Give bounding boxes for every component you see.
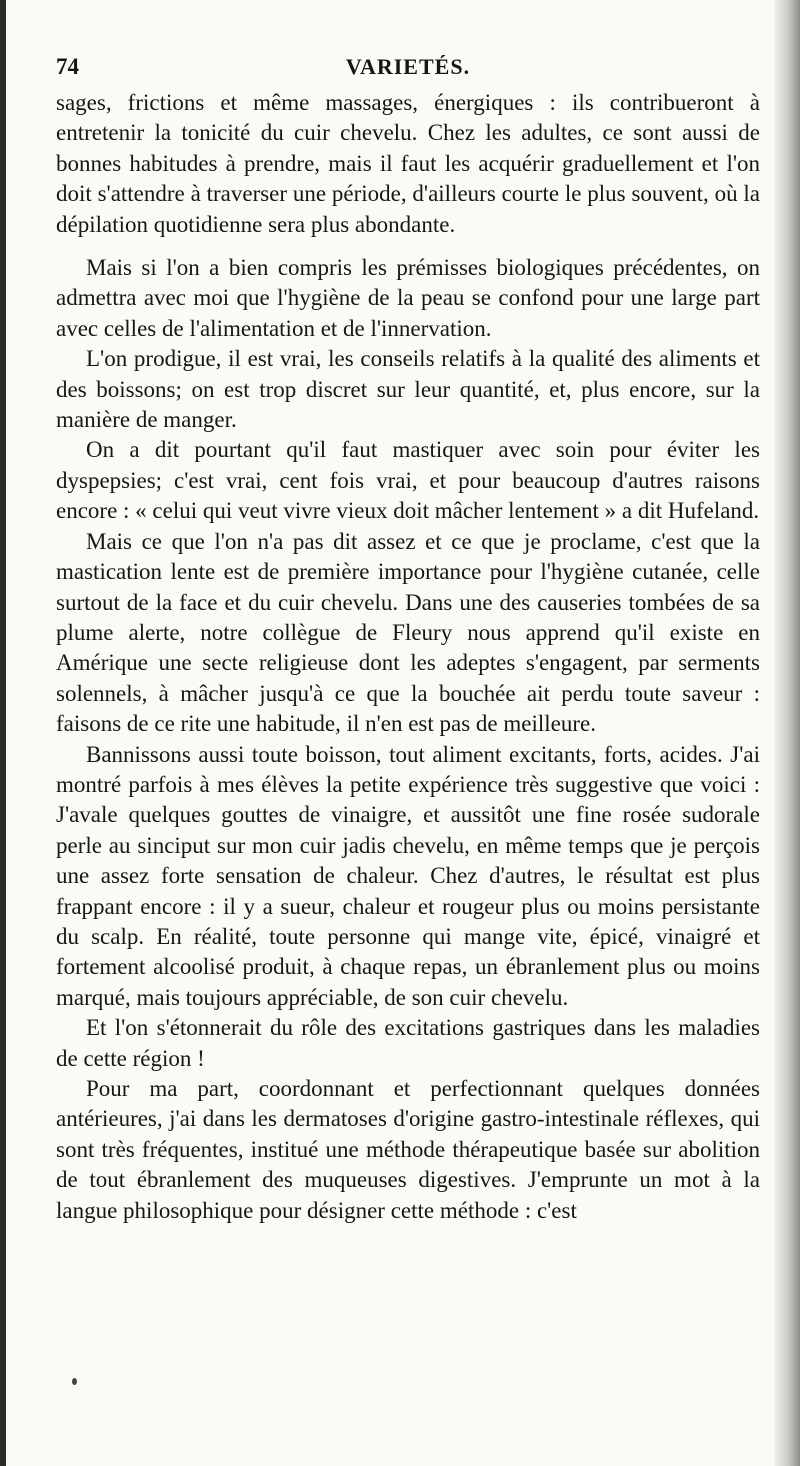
running-title: VARIETÉS. <box>345 54 471 79</box>
ink-speck <box>72 1378 77 1385</box>
page-number: 74 <box>56 54 79 79</box>
body-text <box>56 88 760 1226</box>
scan-right-edge <box>774 0 800 1466</box>
paragraph-6: Bannissons aussi toute boisson, tout aliment excitants, forts, acides. J'ai montré parfois à mes élèves la petite expérience très suggestive que voici : J'avale quelques gouttes de vinaigre, et aussitôt une fine rosée sudorale perle au sinciput sur mon cuir jadis chevelu, en même temps que je perçois une assez forte sensation de chaleur. Chez d'autres, le résultat est plus frappant encore : il y a sueur, chaleur et rougeur plus ou moins persistante du scalp. En réalité, toute personne qui mange vite, épicé, vinaigré et fortement alcoolisé produit, à chaque repas, un ébranlement plus ou moins marqué, mais toujours appréciable, de son cuir chevelu. <box>56 741 760 1010</box>
paragraph-3: L'on prodigue, il est vrai, les conseils relatifs à la qualité des aliments et des boissons; on est trop discret sur leur quantité, et, plus encore, sur la manière de manger. <box>56 346 760 433</box>
paragraph-7: Et l'on s'étonnerait du rôle des excitations gastriques dans les maladies de cette région ! <box>56 1015 760 1071</box>
paragraph-1: sages, frictions et même massages, énergiques : ils contribueront à entretenir la tonicité du cuir chevelu. Chez les adultes, ce sont aussi de bonnes habitudes à prendre, mais il faut les acquérir graduellement et l'on doit s'attendre à traverser une période, d'ailleurs courte le plus souvent, où la dépilation quotidienne sera plus abondante. <box>56 90 760 237</box>
paragraph-5: Mais ce que l'on n'a pas dit assez et ce que je proclame, c'est que la mastication lente est de première importance pour l'hygiène cutanée, celle surtout de la face et du cuir chevelu. Dans une des causeries tombées de sa plume alerte, notre collègue de Fleury nous apprend qu'il existe en Amérique une secte religieuse dont les adeptes s'engagent, par serments solennels, à mâcher jusqu'à ce que la bouchée ait perdu toute saveur : faisons de ce rite une habitude, il n'en est pas de meilleure. <box>56 528 760 737</box>
paragraph-2: Mais si l'on a bien compris les prémisses biologiques précédentes, on admettra avec moi que l'hygiène de la peau se confond pour une large part avec celles de l'alimentation et de l'innervation. <box>56 255 760 341</box>
scan-left-edge <box>0 0 6 1466</box>
paragraph-4: On a dit pourtant qu'il faut mastiquer avec soin pour éviter les dyspepsies; c'est vrai, cent fois vrai, et pour beaucoup d'autres raisons encore : « celui qui veut vivre vieux doit mâcher lentement » a dit Hufeland. <box>56 437 760 524</box>
page-header <box>56 49 760 85</box>
paragraph-8: Pour ma part, coordonnant et perfectionnant quelques données antérieures, j'ai dans les dermatoses d'origine gastro-intestinale réflexes, qui sont très fréquentes, institué une méthode thérapeutique basée sur abolition de tout ébranlement des muqueuses digestives. J'emprunte un mot à la langue philosophique pour désigner cette méthode : c'est <box>56 1076 760 1223</box>
